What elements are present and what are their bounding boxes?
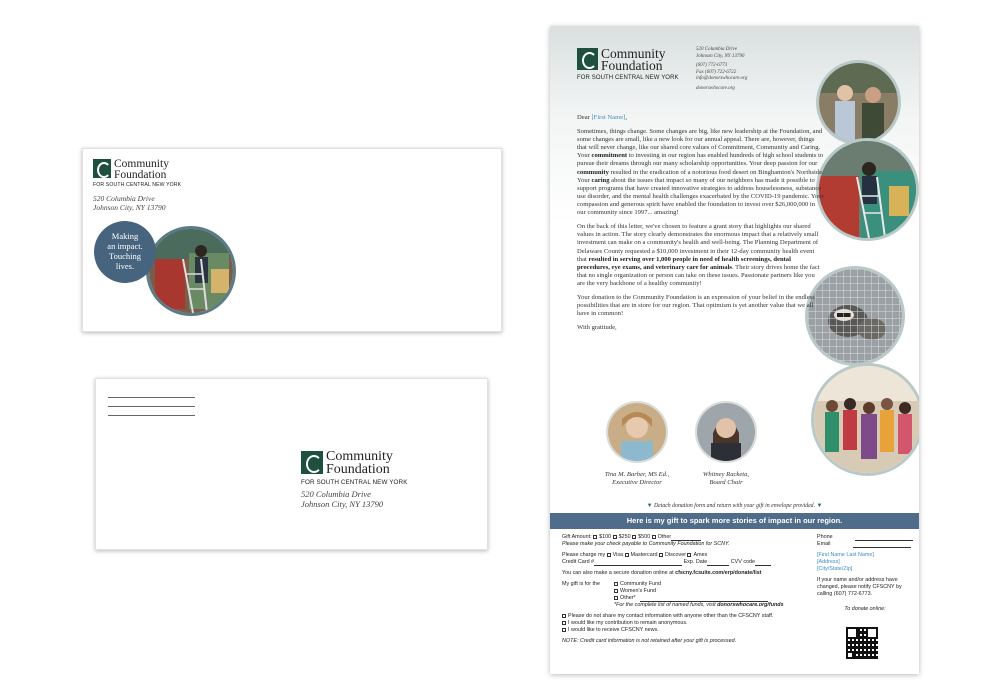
merge-field-name: [First Name Last Name] <box>817 552 874 559</box>
contact-line: info@donorswhocare.org <box>696 76 748 81</box>
gift-amount-row: Gift Amount: $100 $250 $500 Other <box>562 534 812 541</box>
signer-name: Whitney Racketa, <box>702 471 750 478</box>
signer-title: Executive Director <box>612 479 662 487</box>
contact-line: 520 Columbia Drive <box>696 47 738 52</box>
online-donation-row: You can also make a secure donation online at cfscny.fcsuite.com/erp/donate/list <box>562 570 762 577</box>
address-line: Johnson City, NY 13790 <box>93 202 166 212</box>
gift-for-label: My gift is for the <box>562 581 601 588</box>
group-photo <box>811 363 919 476</box>
address-line: Johnson City, NY 13790 <box>301 498 384 509</box>
logo-tagline: FOR SOUTH CENTRAL NEW YORK <box>577 74 679 81</box>
funds-note: *For the complete list of named funds, visit donorswhocare.org/funds <box>614 602 784 609</box>
card-details-row: Credit Card # Exp. Date CVV code <box>562 559 812 566</box>
donation-form: Gift Amount: $100 $250 $500 Other Please make your check payable to Community Foundation for SCNY. Please charge my Visa Mastercard Discover Amex Credit Card # Exp. Date CVV code You can also make a secure donation online at cfscny.fcsuite.com/erp/donate/list My gift is for the Community Fund Women's Fund Other* *For the complete list of named funds, visit donorswhocare.org/funds Please do not share my contact information with anyone other than the CFSCNY staff. I would like my contribution to remain anonymous. I would like to receive CFSCNY news. NOTE: Credit card information is not retained after your gift is processed. <box>562 534 812 645</box>
contact-line: Johnson City, NY 13790 <box>696 53 745 59</box>
womens-fund-checkbox[interactable] <box>614 589 618 593</box>
credit-card-field[interactable] <box>594 561 682 566</box>
logo-line1: Community <box>326 449 393 464</box>
appeal-letter <box>550 26 919 674</box>
merge-field-first-name: [First Name] <box>591 114 626 121</box>
donation-form-header: Here is my gift to spark more stories of impact in our region. <box>550 513 919 529</box>
greeting-text: Dear <box>577 114 592 121</box>
email-field[interactable] <box>853 543 911 548</box>
detach-instruction <box>550 503 919 509</box>
badge-line: Making <box>111 231 139 242</box>
amount-250-checkbox[interactable] <box>613 535 617 539</box>
closing: With gratitude, <box>577 324 617 332</box>
return-address <box>93 195 166 212</box>
qr-code-icon[interactable] <box>846 627 878 659</box>
amount-500-checkbox[interactable] <box>632 535 636 539</box>
logo-line1: Community <box>114 158 169 170</box>
badge-line: lives. <box>115 260 135 271</box>
exp-date-field[interactable] <box>707 561 729 566</box>
amount-100-checkbox[interactable] <box>593 535 597 539</box>
headshot-photo <box>606 401 668 463</box>
volunteers-photo <box>816 60 901 145</box>
address-line: 520 Columbia Drive <box>301 489 371 499</box>
badge-line: an impact. <box>107 241 143 252</box>
signature-board-chair <box>671 401 781 487</box>
envelope-logo <box>93 159 181 188</box>
address-line: 520 Columbia Drive <box>93 194 155 203</box>
return-address-line <box>108 406 195 407</box>
phone-label: Phone <box>817 534 833 540</box>
merge-field-city: [City/State/Zip] <box>817 566 853 573</box>
community-foundation-logo-icon <box>301 451 323 474</box>
check-note: Please make your check payable to Community Foundation for SCNY. <box>562 541 730 548</box>
greeting <box>577 114 824 122</box>
cvv-field[interactable] <box>755 561 771 566</box>
badge-line: Touching <box>109 251 141 261</box>
headshot-photo <box>695 401 757 463</box>
return-address-line <box>108 415 195 416</box>
community-foundation-logo-icon <box>577 48 598 70</box>
amount-other-checkbox[interactable] <box>652 535 656 539</box>
mastercard-checkbox[interactable] <box>625 553 629 557</box>
mailing-address <box>301 490 383 510</box>
envelope-logo <box>301 451 408 486</box>
paragraph-2: On the back of this letter, we've chosen to feature a grant story that highlights our shared values in action. The story clearly demonstrates the enormous impact that a relatively small investment can make on a community's health and well-being. The Planning Department of Delaware County requested a $10,000 investment in their 12-day community health event that resulted in serving over 1,000 people in need of health screenings, dental procedures, eye exams, and veterinary care for animals. Their story drives home the fact that no single organization or person can take on these issues. Passionate partners like you are the very backbone of a healthy community! <box>577 223 820 287</box>
donor-info <box>817 534 913 613</box>
greeting-punct: , <box>625 114 628 121</box>
discover-checkbox[interactable] <box>659 553 663 557</box>
contact-line: donorswhocare.org <box>696 85 735 91</box>
email-label: Email <box>817 541 831 548</box>
down-arrow-icon: ▼ <box>646 503 653 509</box>
charge-row: Please charge my Visa Mastercard Discover Amex <box>562 552 708 559</box>
return-address-line <box>108 397 195 398</box>
logo-tagline: FOR SOUTH CENTRAL NEW YORK <box>301 478 408 486</box>
reply-envelope <box>95 378 488 550</box>
letterhead-logo <box>577 48 679 81</box>
amex-checkbox[interactable] <box>687 553 691 557</box>
visa-checkbox[interactable] <box>607 553 611 557</box>
logo-tagline: FOR SOUTH CENTRAL NEW YORK <box>93 182 182 189</box>
outer-envelope <box>82 148 502 332</box>
fund-selection: My gift is for the Community Fund Women's Fund Other* *For the complete list of named funds, visit donorswhocare.org/funds <box>562 581 784 609</box>
address-change-note: If your name and/or address have changed, please notify CFSCNY by calling (607) 772-6773. <box>817 577 902 598</box>
donation-url[interactable]: cfscny.fcsuite.com/erp/donate/list <box>675 570 762 577</box>
detach-text: Detach donation form and return with your gift in envelope provided. <box>653 503 816 509</box>
contact-line: (607) 772-6773 <box>696 63 728 68</box>
donate-online-label: To donate online: <box>844 606 886 613</box>
signer-name: Tina M. Barber, MS Ed., <box>604 471 670 478</box>
mural-painting-photo <box>816 138 919 241</box>
gift-amount-label: Gift Amount: <box>562 534 592 540</box>
down-arrow-icon: ▼ <box>816 503 823 509</box>
tagline-badge <box>94 221 156 283</box>
volunteer-painting-photo <box>146 226 236 316</box>
anonymous-checkbox[interactable] <box>562 621 566 625</box>
logo-line2: Foundation <box>114 168 167 181</box>
logo-line1: Community <box>601 46 666 61</box>
no-share-checkbox[interactable] <box>562 614 566 618</box>
community-foundation-logo-icon <box>93 159 111 178</box>
paragraph-1: Sometimes, things change. Some changes are big, like new leadership at the Foundation, and some changes are small, like a new look for our annual appeal. There are, however, things that will never change, like our shared core values of Commitment, Community and Caring. Your commitment to investing in our region has enabled hundreds of high school students to pursue their dreams through our many scholarship opportunities. Your deep passion for our community resulted in the eradication of a notorious food desert on Binghamton's Northside. Your caring about the issues that impact so many of our neighbors has made it possible to support programs that have created innovative strategies to address houselessness, substance use disorder, and the mental health challenges exacerbated by the COVID-19 pandemic. Your compassion and generous spirit have enabled the foundation to invest over $26,000,000 in our community since 1997... amazing! <box>577 128 824 217</box>
funds-url[interactable]: donorswhocare.org/funds <box>717 602 784 609</box>
contact-line: Fax (607) 722-6722 <box>696 69 737 75</box>
merge-field-address: [Address] <box>817 559 840 566</box>
logo-line2: Foundation <box>601 58 663 74</box>
paragraph-3: Your donation to the Community Foundation is an expression of your belief in the endless possibilities that are in store for our region. That optimism is yet another value that we all have in common! <box>577 294 815 318</box>
logo-line2: Foundation <box>326 461 390 477</box>
credit-card-note: NOTE: Credit card information is not retained after your gift is processed. <box>562 638 737 645</box>
signer-title: Board Chair <box>709 479 743 487</box>
community-fund-checkbox[interactable] <box>614 582 618 586</box>
letterhead-contact <box>696 47 747 92</box>
letter-body <box>577 128 824 339</box>
other-fund-checkbox[interactable] <box>614 596 618 600</box>
receive-news-checkbox[interactable] <box>562 628 566 632</box>
